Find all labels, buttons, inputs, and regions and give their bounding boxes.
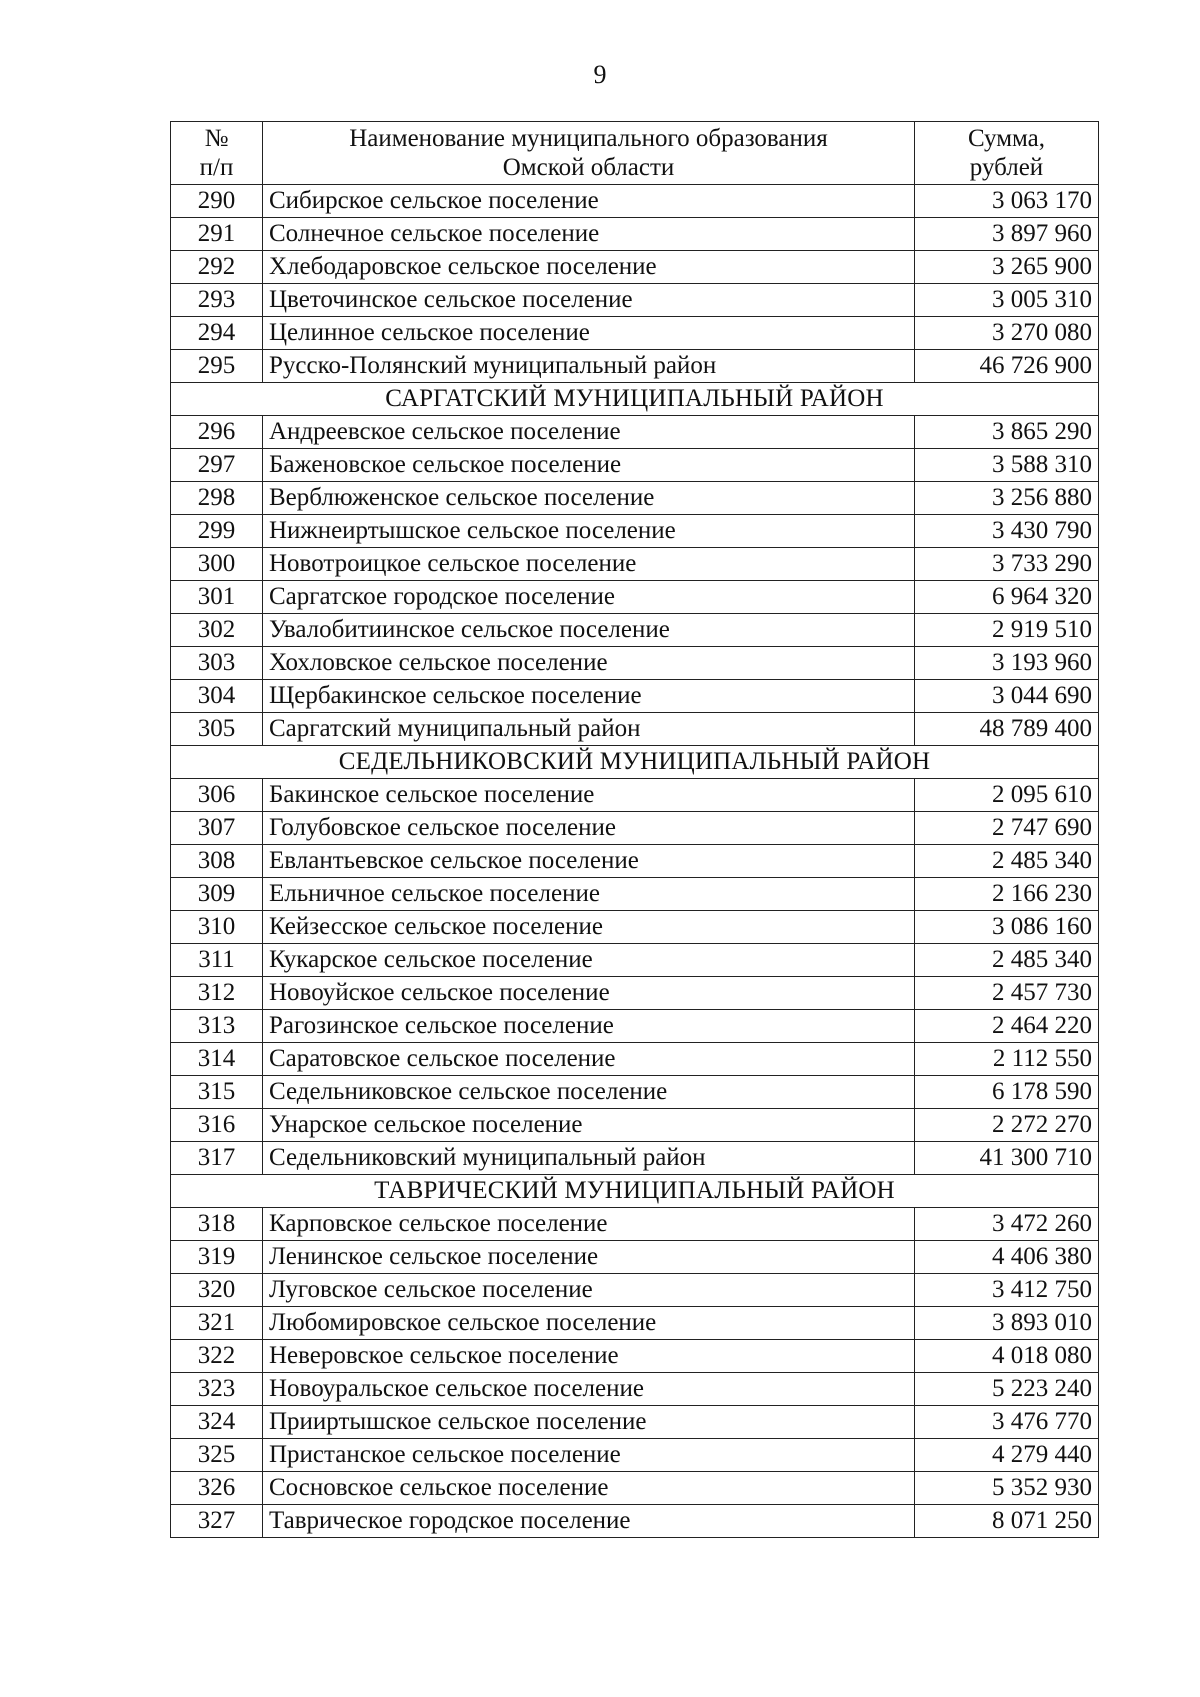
- municipality-name: Неверовское сельское поселение: [263, 1340, 915, 1373]
- table-row: [171, 1505, 1099, 1538]
- row-sum: 3 430 790: [915, 515, 1099, 548]
- table-row: [171, 482, 1099, 515]
- municipality-name: Седельниковский муниципальный район: [263, 1142, 915, 1175]
- row-sum: 3 270 080: [915, 317, 1099, 350]
- header-municipality-line1: Наименование муниципального образования: [349, 125, 828, 152]
- table-row: [171, 1406, 1099, 1439]
- table-row: [171, 449, 1099, 482]
- municipality-name: Увалобитиинское сельское поселение: [263, 614, 915, 647]
- row-sum: 2 166 230: [915, 878, 1099, 911]
- row-sum: 4 279 440: [915, 1439, 1099, 1472]
- table-row: [171, 713, 1099, 746]
- section-title: САРГАТСКИЙ МУНИЦИПАЛЬНЫЙ РАЙОН: [171, 383, 1099, 416]
- table-row: [171, 185, 1099, 218]
- row-number: 327: [171, 1505, 263, 1538]
- row-number: 301: [171, 581, 263, 614]
- page-number: 9: [593, 60, 607, 89]
- table-row: [171, 845, 1099, 878]
- municipality-name: Сибирское сельское поселение: [263, 185, 915, 218]
- municipality-name: Хлебодаровское сельское поселение: [263, 251, 915, 284]
- municipality-name: Баженовское сельское поселение: [263, 449, 915, 482]
- section-title: ТАВРИЧЕСКИЙ МУНИЦИПАЛЬНЫЙ РАЙОН: [171, 1175, 1099, 1208]
- row-number: 313: [171, 1010, 263, 1043]
- row-number: 305: [171, 713, 263, 746]
- municipality-name: Новотроицкое сельское поселение: [263, 548, 915, 581]
- row-sum: 2 919 510: [915, 614, 1099, 647]
- municipality-name: Прииртышское сельское поселение: [263, 1406, 915, 1439]
- table-row: [171, 548, 1099, 581]
- row-sum: 2 747 690: [915, 812, 1099, 845]
- row-number: 296: [171, 416, 263, 449]
- subsidy-table: [170, 121, 1099, 1538]
- row-number: 294: [171, 317, 263, 350]
- row-sum: 3 412 750: [915, 1274, 1099, 1307]
- table-row: [171, 1043, 1099, 1076]
- row-sum: 2 457 730: [915, 977, 1099, 1010]
- table-row: [171, 218, 1099, 251]
- municipality-name: Седельниковское сельское поселение: [263, 1076, 915, 1109]
- row-number: 300: [171, 548, 263, 581]
- municipality-name: Ельничное сельское поселение: [263, 878, 915, 911]
- municipality-name: Евлантьевское сельское поселение: [263, 845, 915, 878]
- municipality-name: Сосновское сельское поселение: [263, 1472, 915, 1505]
- header-municipality: [263, 122, 915, 185]
- table-row: [171, 515, 1099, 548]
- municipality-name: Андреевское сельское поселение: [263, 416, 915, 449]
- row-sum: 2 112 550: [915, 1043, 1099, 1076]
- row-sum: 3 472 260: [915, 1208, 1099, 1241]
- row-number: 312: [171, 977, 263, 1010]
- municipality-name: Голубовское сельское поселение: [263, 812, 915, 845]
- row-number: 293: [171, 284, 263, 317]
- row-number: 291: [171, 218, 263, 251]
- row-sum: 5 223 240: [915, 1373, 1099, 1406]
- section-row: [171, 1175, 1099, 1208]
- row-sum: 3 063 170: [915, 185, 1099, 218]
- row-number: 316: [171, 1109, 263, 1142]
- table-row: [171, 1340, 1099, 1373]
- table-row: [171, 1142, 1099, 1175]
- row-sum: 2 485 340: [915, 944, 1099, 977]
- row-sum: 3 044 690: [915, 680, 1099, 713]
- row-sum: 3 086 160: [915, 911, 1099, 944]
- row-number: 319: [171, 1241, 263, 1274]
- header-number-line2: п/п: [199, 154, 234, 181]
- table-row: [171, 911, 1099, 944]
- table-row: [171, 680, 1099, 713]
- row-number: 311: [171, 944, 263, 977]
- row-sum: 46 726 900: [915, 350, 1099, 383]
- section-title: СЕДЕЛЬНИКОВСКИЙ МУНИЦИПАЛЬНЫЙ РАЙОН: [171, 746, 1099, 779]
- municipality-name: Саргатский муниципальный район: [263, 713, 915, 746]
- municipality-name: Новоуральское сельское поселение: [263, 1373, 915, 1406]
- row-number: 321: [171, 1307, 263, 1340]
- row-number: 306: [171, 779, 263, 812]
- row-sum: 3 897 960: [915, 218, 1099, 251]
- table-header: [171, 122, 1099, 185]
- table-row: [171, 416, 1099, 449]
- table-row: [171, 977, 1099, 1010]
- row-number: 292: [171, 251, 263, 284]
- table-row: [171, 581, 1099, 614]
- row-sum: 3 865 290: [915, 416, 1099, 449]
- table-row: [171, 647, 1099, 680]
- row-number: 326: [171, 1472, 263, 1505]
- row-number: 317: [171, 1142, 263, 1175]
- row-number: 314: [171, 1043, 263, 1076]
- row-number: 302: [171, 614, 263, 647]
- row-number: 297: [171, 449, 263, 482]
- row-sum: 2 485 340: [915, 845, 1099, 878]
- row-sum: 8 071 250: [915, 1505, 1099, 1538]
- municipality-name: Кейзесское сельское поселение: [263, 911, 915, 944]
- municipality-name: Верблюженское сельское поселение: [263, 482, 915, 515]
- table-row: [171, 1439, 1099, 1472]
- table-row: [171, 779, 1099, 812]
- table-row: [171, 1109, 1099, 1142]
- row-sum: 3 733 290: [915, 548, 1099, 581]
- municipality-name: Бакинское сельское поселение: [263, 779, 915, 812]
- row-sum: 2 095 610: [915, 779, 1099, 812]
- row-number: 299: [171, 515, 263, 548]
- municipality-name: Цветочинское сельское поселение: [263, 284, 915, 317]
- row-sum: 2 464 220: [915, 1010, 1099, 1043]
- municipality-name: Солнечное сельское поселение: [263, 218, 915, 251]
- table-row: [171, 1373, 1099, 1406]
- row-sum: 48 789 400: [915, 713, 1099, 746]
- table-row: [171, 1208, 1099, 1241]
- row-number: 298: [171, 482, 263, 515]
- row-sum: 3 265 900: [915, 251, 1099, 284]
- municipality-name: Унарское сельское поселение: [263, 1109, 915, 1142]
- row-sum: 6 964 320: [915, 581, 1099, 614]
- header-sum: [915, 122, 1099, 185]
- municipality-name: Ленинское сельское поселение: [263, 1241, 915, 1274]
- table-row: [171, 1076, 1099, 1109]
- table-row: [171, 284, 1099, 317]
- municipality-name: Саргатское городское поселение: [263, 581, 915, 614]
- table-row: [171, 1472, 1099, 1505]
- municipality-name: Нижнеиртышское сельское поселение: [263, 515, 915, 548]
- table-row: [171, 614, 1099, 647]
- municipality-name: Пристанское сельское поселение: [263, 1439, 915, 1472]
- header-sum-line1: Сумма,: [967, 125, 1046, 152]
- municipality-name: Карповское сельское поселение: [263, 1208, 915, 1241]
- row-sum: 2 272 270: [915, 1109, 1099, 1142]
- row-sum: 3 893 010: [915, 1307, 1099, 1340]
- row-number: 323: [171, 1373, 263, 1406]
- row-sum: 3 256 880: [915, 482, 1099, 515]
- table-row: [171, 878, 1099, 911]
- table-row: [171, 812, 1099, 845]
- row-number: 309: [171, 878, 263, 911]
- header-number: [171, 122, 263, 185]
- table-body: [171, 185, 1099, 1538]
- row-number: 315: [171, 1076, 263, 1109]
- row-sum: 3 476 770: [915, 1406, 1099, 1439]
- table-row: [171, 1241, 1099, 1274]
- row-sum: 4 018 080: [915, 1340, 1099, 1373]
- municipality-name: Любомировское сельское поселение: [263, 1307, 915, 1340]
- row-number: 318: [171, 1208, 263, 1241]
- municipality-name: Целинное сельское поселение: [263, 317, 915, 350]
- table-row: [171, 350, 1099, 383]
- table-row: [171, 251, 1099, 284]
- municipality-name: Щербакинское сельское поселение: [263, 680, 915, 713]
- row-number: 295: [171, 350, 263, 383]
- row-number: 324: [171, 1406, 263, 1439]
- row-sum: 3 005 310: [915, 284, 1099, 317]
- section-row: [171, 746, 1099, 779]
- row-number: 307: [171, 812, 263, 845]
- header-row: [171, 122, 1099, 185]
- row-number: 290: [171, 185, 263, 218]
- table-row: [171, 1274, 1099, 1307]
- row-number: 304: [171, 680, 263, 713]
- municipality-name: Хохловское сельское поселение: [263, 647, 915, 680]
- row-number: 303: [171, 647, 263, 680]
- header-sum-line2: рублей: [969, 154, 1044, 181]
- row-number: 308: [171, 845, 263, 878]
- section-row: [171, 383, 1099, 416]
- row-number: 322: [171, 1340, 263, 1373]
- row-sum: 4 406 380: [915, 1241, 1099, 1274]
- table-row: [171, 1010, 1099, 1043]
- table-row: [171, 1307, 1099, 1340]
- municipality-name: Луговское сельское поселение: [263, 1274, 915, 1307]
- row-sum: 5 352 930: [915, 1472, 1099, 1505]
- row-number: 320: [171, 1274, 263, 1307]
- row-sum: 41 300 710: [915, 1142, 1099, 1175]
- municipality-name: Русско-Полянский муниципальный район: [263, 350, 915, 383]
- table-row: [171, 317, 1099, 350]
- municipality-name: Кукарское сельское поселение: [263, 944, 915, 977]
- table-row: [171, 944, 1099, 977]
- row-sum: 3 588 310: [915, 449, 1099, 482]
- header-municipality-line2: Омской области: [502, 154, 675, 181]
- row-sum: 6 178 590: [915, 1076, 1099, 1109]
- municipality-name: Рагозинское сельское поселение: [263, 1010, 915, 1043]
- row-number: 325: [171, 1439, 263, 1472]
- municipality-name: Таврическое городское поселение: [263, 1505, 915, 1538]
- row-sum: 3 193 960: [915, 647, 1099, 680]
- header-number-line1: №: [204, 125, 229, 152]
- municipality-name: Новоуйское сельское поселение: [263, 977, 915, 1010]
- row-number: 310: [171, 911, 263, 944]
- municipality-name: Саратовское сельское поселение: [263, 1043, 915, 1076]
